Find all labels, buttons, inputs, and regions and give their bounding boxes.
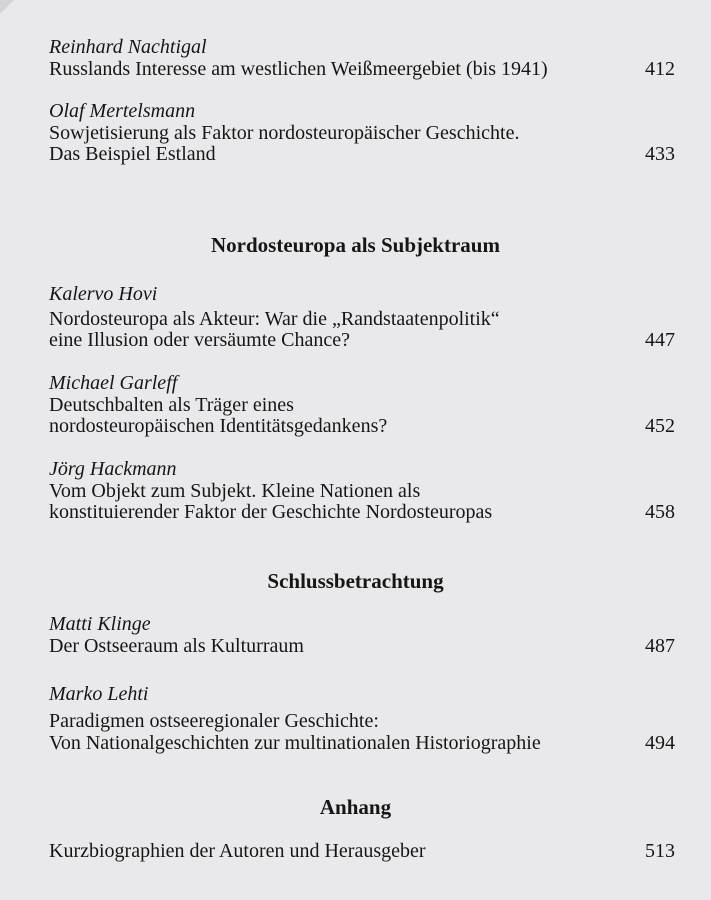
entry-author: Jörg Hackmann [49, 458, 177, 480]
section-heading: Schlussbetrachtung [267, 569, 444, 593]
entry-title-line: eine Illusion oder versäumte Chance? [49, 329, 350, 351]
entry-title-line: konstituierender Faktor der Geschichte Nordosteuropas [49, 501, 493, 523]
section-heading: Nordosteuropa als Subjektraum [211, 233, 500, 257]
entry-author: Marko Lehti [49, 683, 149, 705]
entry-author: Olaf Mertelsmann [49, 100, 196, 122]
entry-page-number: 447 [645, 329, 675, 351]
entry-title-line: Der Ostseeraum als Kulturraum [49, 635, 304, 657]
entry-page-number: 452 [645, 415, 675, 437]
entry-author: Michael Garleff [49, 372, 178, 394]
appendix-page-number: 513 [645, 840, 675, 862]
entry-title-line: Russlands Interesse am westlichen Weißmeergebiet (bis 1941) [49, 58, 548, 80]
section-heading: Anhang [319, 795, 392, 819]
entry-page-number: 487 [645, 635, 675, 657]
entry-title-line: Paradigmen ostseeregionaler Geschichte: [49, 710, 379, 732]
entry-page-number: 433 [645, 143, 675, 165]
entry-title-line: Von Nationalgeschichten zur multinationalen Historiographie [49, 732, 541, 754]
entry-page-number: 412 [645, 58, 675, 80]
entry-title-line: Sowjetisierung als Faktor nordosteuropäischer Geschichte. [49, 122, 520, 144]
entry-title-line: nordosteuropäischen Identitätsgedankens? [49, 415, 388, 437]
entry-title-line: Deutschbalten als Träger eines [49, 394, 294, 416]
entry-title-line: Vom Objekt zum Subjekt. Kleine Nationen als [49, 480, 421, 502]
entry-author: Reinhard Nachtigal [49, 36, 207, 58]
appendix-title: Kurzbiographien der Autoren und Herausgeber [49, 840, 426, 862]
entry-title-line: Nordosteuropa als Akteur: War die „Randstaatenpolitik“ [49, 308, 500, 330]
entry-author: Kalervo Hovi [49, 283, 158, 305]
page-corner [0, 0, 14, 14]
entry-title-line: Das Beispiel Estland [49, 143, 216, 165]
entry-page-number: 494 [645, 732, 675, 754]
entry-author: Matti Klinge [49, 613, 151, 635]
entry-page-number: 458 [645, 501, 675, 523]
